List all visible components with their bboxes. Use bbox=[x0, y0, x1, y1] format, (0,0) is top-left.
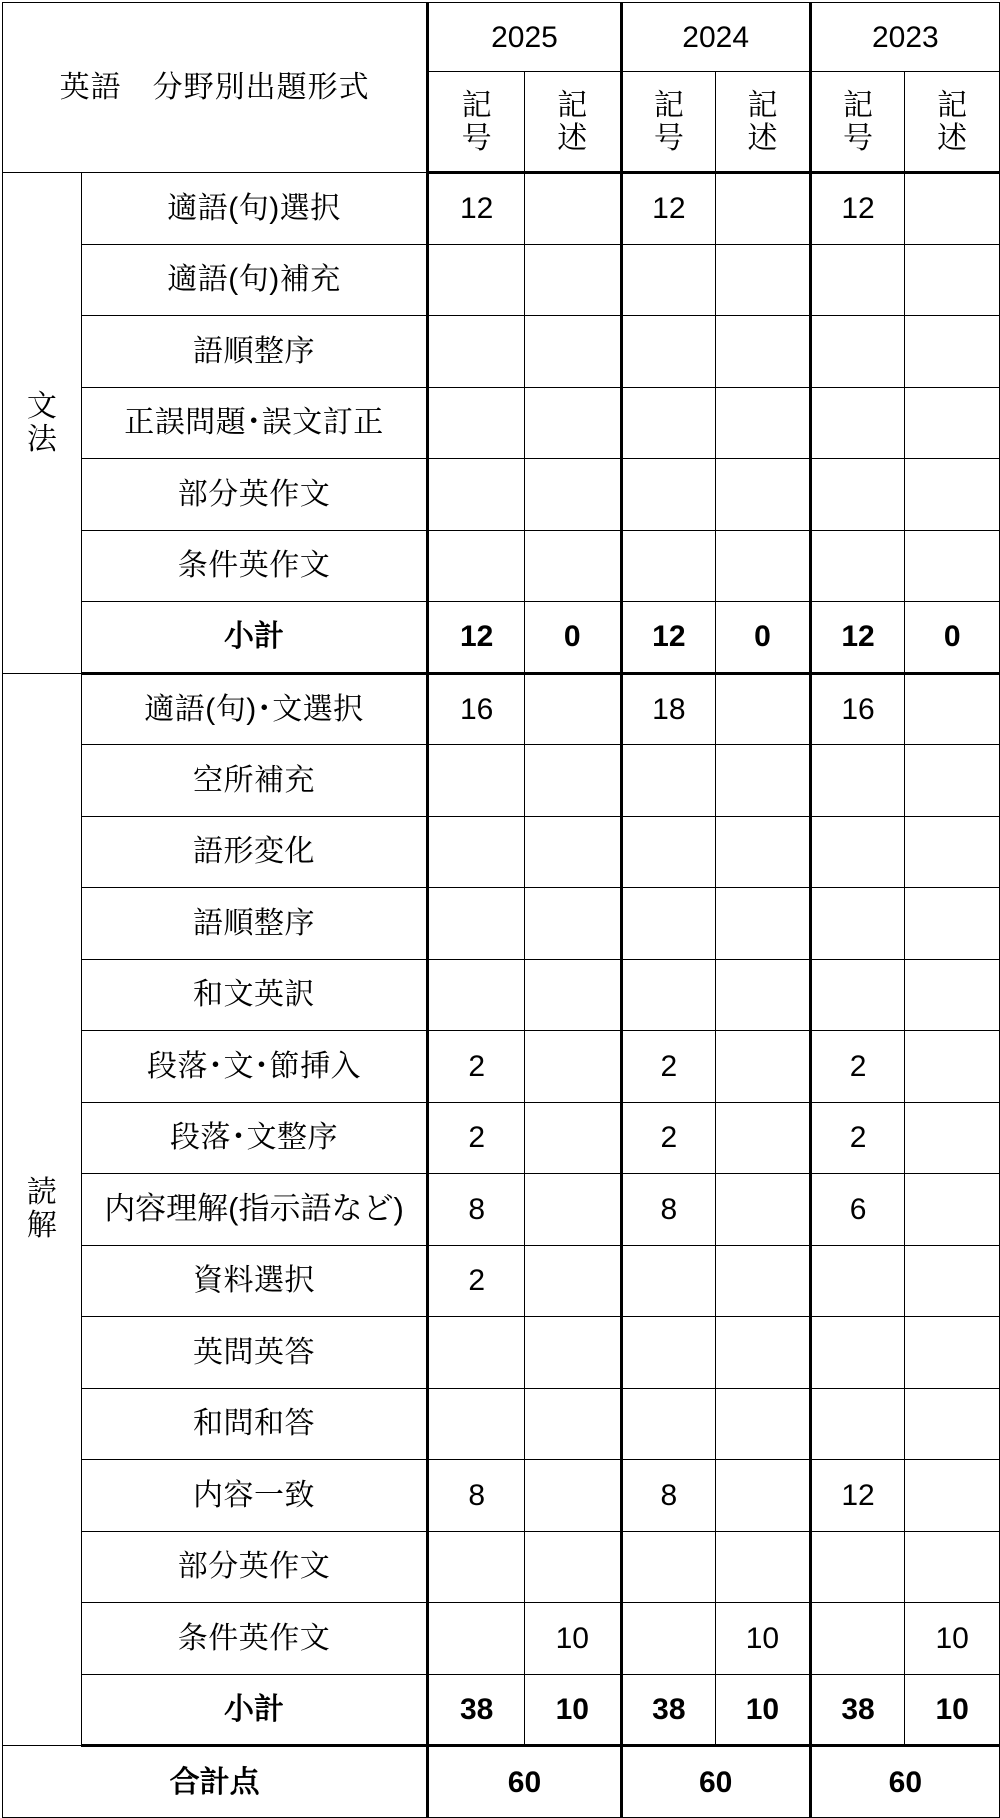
row-label: 適語(句)･文選択 bbox=[81, 673, 428, 745]
value-cell bbox=[428, 1531, 525, 1603]
subtotal-value: 12 bbox=[428, 602, 525, 674]
row-label: 部分英作文 bbox=[81, 1531, 428, 1603]
format-header-kigou: 記 号 bbox=[621, 72, 716, 173]
value-cell bbox=[428, 1317, 525, 1389]
table-row bbox=[3, 173, 1000, 245]
table-row bbox=[3, 888, 1000, 960]
year-header: 2025 bbox=[428, 3, 621, 72]
value-cell bbox=[716, 387, 811, 459]
value-cell bbox=[428, 888, 525, 960]
value-cell bbox=[524, 673, 621, 745]
row-label: 和文英訳 bbox=[81, 959, 428, 1031]
value-cell bbox=[428, 244, 525, 316]
value-cell bbox=[905, 673, 1000, 745]
year-header: 2023 bbox=[810, 3, 999, 72]
value-cell bbox=[810, 1531, 905, 1603]
value-cell bbox=[716, 1102, 811, 1174]
table-row bbox=[3, 1317, 1000, 1389]
format-header-kijutsu: 記 述 bbox=[716, 72, 811, 173]
value-cell bbox=[905, 173, 1000, 245]
value-cell bbox=[905, 459, 1000, 531]
value-cell bbox=[621, 244, 716, 316]
value-cell bbox=[810, 1245, 905, 1317]
table-row bbox=[3, 1531, 1000, 1603]
row-label: 内容一致 bbox=[81, 1460, 428, 1532]
value-cell: 2 bbox=[621, 1031, 716, 1103]
value-cell bbox=[716, 816, 811, 888]
value-cell bbox=[428, 959, 525, 1031]
value-cell: 12 bbox=[428, 173, 525, 245]
value-cell bbox=[621, 816, 716, 888]
row-label: 部分英作文 bbox=[81, 459, 428, 531]
value-cell bbox=[810, 387, 905, 459]
value-cell bbox=[524, 959, 621, 1031]
format-header-kigou: 記 号 bbox=[810, 72, 905, 173]
value-cell bbox=[524, 745, 621, 817]
value-cell: 8 bbox=[621, 1174, 716, 1246]
value-cell bbox=[716, 1245, 811, 1317]
value-cell bbox=[621, 745, 716, 817]
table-row bbox=[3, 244, 1000, 316]
format-header-kijutsu: 記 述 bbox=[905, 72, 1000, 173]
subtotal-row bbox=[3, 602, 1000, 674]
value-cell bbox=[905, 387, 1000, 459]
row-label: 和問和答 bbox=[81, 1388, 428, 1460]
value-cell bbox=[716, 959, 811, 1031]
value-cell bbox=[621, 1603, 716, 1675]
value-cell: 12 bbox=[810, 1460, 905, 1532]
value-cell bbox=[905, 1460, 1000, 1532]
value-cell bbox=[905, 1031, 1000, 1103]
total-label: 合計点 bbox=[3, 1746, 428, 1818]
row-label: 資料選択 bbox=[81, 1245, 428, 1317]
row-label: 条件英作文 bbox=[81, 1603, 428, 1675]
value-cell bbox=[905, 1102, 1000, 1174]
value-cell bbox=[621, 316, 716, 388]
value-cell bbox=[428, 459, 525, 531]
subtotal-value: 12 bbox=[810, 602, 905, 674]
value-cell bbox=[524, 1531, 621, 1603]
value-cell bbox=[716, 1031, 811, 1103]
subtotal-value: 0 bbox=[905, 602, 1000, 674]
value-cell bbox=[428, 530, 525, 602]
value-cell bbox=[810, 530, 905, 602]
value-cell bbox=[621, 888, 716, 960]
value-cell bbox=[621, 1531, 716, 1603]
value-cell bbox=[905, 244, 1000, 316]
value-cell bbox=[716, 1531, 811, 1603]
table-row bbox=[3, 1460, 1000, 1532]
value-cell bbox=[524, 173, 621, 245]
value-cell bbox=[905, 1317, 1000, 1389]
row-label: 適語(句)選択 bbox=[81, 173, 428, 245]
value-cell bbox=[716, 530, 811, 602]
value-cell: 2 bbox=[810, 1031, 905, 1103]
value-cell: 10 bbox=[716, 1603, 811, 1675]
value-cell bbox=[810, 745, 905, 817]
subtotal-value: 38 bbox=[621, 1674, 716, 1746]
value-cell bbox=[905, 816, 1000, 888]
value-cell bbox=[905, 1245, 1000, 1317]
row-label: 英問英答 bbox=[81, 1317, 428, 1389]
value-cell bbox=[621, 959, 716, 1031]
table-row bbox=[3, 745, 1000, 817]
value-cell bbox=[810, 959, 905, 1031]
value-cell bbox=[621, 1317, 716, 1389]
table-row bbox=[3, 1031, 1000, 1103]
value-cell: 10 bbox=[524, 1603, 621, 1675]
row-label: 空所補充 bbox=[81, 745, 428, 817]
value-cell bbox=[428, 316, 525, 388]
value-cell bbox=[716, 459, 811, 531]
row-label: 語形変化 bbox=[81, 816, 428, 888]
subtotal-value: 12 bbox=[621, 602, 716, 674]
section-label: 読 解 bbox=[3, 673, 82, 1746]
value-cell bbox=[428, 816, 525, 888]
value-cell bbox=[428, 387, 525, 459]
value-cell bbox=[716, 1317, 811, 1389]
table-row bbox=[3, 673, 1000, 745]
subtotal-row bbox=[3, 1674, 1000, 1746]
value-cell bbox=[524, 1102, 621, 1174]
value-cell bbox=[524, 1460, 621, 1532]
value-cell bbox=[524, 816, 621, 888]
table-row bbox=[3, 959, 1000, 1031]
table-title: 英語 分野別出題形式 bbox=[3, 3, 428, 173]
value-cell bbox=[905, 888, 1000, 960]
table-row bbox=[3, 530, 1000, 602]
table-row bbox=[3, 1603, 1000, 1675]
subtotal-value: 10 bbox=[524, 1674, 621, 1746]
value-cell bbox=[716, 1460, 811, 1532]
value-cell bbox=[905, 745, 1000, 817]
table-row bbox=[3, 316, 1000, 388]
value-cell bbox=[524, 387, 621, 459]
row-label: 内容理解(指示語など) bbox=[81, 1174, 428, 1246]
subtotal-value: 10 bbox=[716, 1674, 811, 1746]
subtotal-value: 0 bbox=[524, 602, 621, 674]
value-cell bbox=[524, 1031, 621, 1103]
value-cell bbox=[716, 888, 811, 960]
value-cell bbox=[905, 959, 1000, 1031]
value-cell: 8 bbox=[621, 1460, 716, 1532]
value-cell bbox=[428, 1388, 525, 1460]
total-value: 60 bbox=[621, 1746, 810, 1818]
value-cell: 2 bbox=[428, 1245, 525, 1317]
value-cell bbox=[905, 530, 1000, 602]
value-cell bbox=[810, 244, 905, 316]
value-cell: 2 bbox=[428, 1031, 525, 1103]
value-cell: 12 bbox=[810, 173, 905, 245]
table-row bbox=[3, 1174, 1000, 1246]
value-cell bbox=[524, 530, 621, 602]
row-label: 段落･文･節挿入 bbox=[81, 1031, 428, 1103]
value-cell bbox=[810, 316, 905, 388]
value-cell bbox=[905, 316, 1000, 388]
exam-format-table bbox=[2, 2, 1000, 1818]
total-row bbox=[3, 1746, 1000, 1818]
value-cell bbox=[905, 1388, 1000, 1460]
value-cell bbox=[905, 1174, 1000, 1246]
value-cell bbox=[524, 888, 621, 960]
value-cell: 16 bbox=[428, 673, 525, 745]
value-cell bbox=[621, 1388, 716, 1460]
value-cell bbox=[524, 1388, 621, 1460]
value-cell: 18 bbox=[621, 673, 716, 745]
value-cell: 2 bbox=[810, 1102, 905, 1174]
subtotal-value: 38 bbox=[428, 1674, 525, 1746]
value-cell bbox=[716, 1174, 811, 1246]
value-cell bbox=[524, 459, 621, 531]
subtotal-label: 小計 bbox=[81, 602, 428, 674]
value-cell bbox=[716, 316, 811, 388]
row-label: 段落･文整序 bbox=[81, 1102, 428, 1174]
value-cell bbox=[524, 1245, 621, 1317]
table-row bbox=[3, 1245, 1000, 1317]
value-cell bbox=[621, 530, 716, 602]
value-cell bbox=[524, 244, 621, 316]
subtotal-value: 38 bbox=[810, 1674, 905, 1746]
format-header-kigou: 記 号 bbox=[428, 72, 525, 173]
value-cell bbox=[716, 173, 811, 245]
value-cell bbox=[524, 1174, 621, 1246]
row-label: 語順整序 bbox=[81, 888, 428, 960]
subtotal-value: 10 bbox=[905, 1674, 1000, 1746]
value-cell bbox=[810, 1388, 905, 1460]
subtotal-value: 0 bbox=[716, 602, 811, 674]
year-header: 2024 bbox=[621, 3, 810, 72]
value-cell bbox=[428, 745, 525, 817]
value-cell bbox=[716, 745, 811, 817]
value-cell bbox=[905, 1531, 1000, 1603]
value-cell bbox=[524, 316, 621, 388]
value-cell bbox=[621, 1245, 716, 1317]
value-cell bbox=[621, 387, 716, 459]
format-header-kijutsu: 記 述 bbox=[524, 72, 621, 173]
row-label: 語順整序 bbox=[81, 316, 428, 388]
header-row-years bbox=[3, 3, 1000, 72]
value-cell bbox=[810, 1317, 905, 1389]
table-row bbox=[3, 816, 1000, 888]
table-row bbox=[3, 387, 1000, 459]
value-cell: 12 bbox=[621, 173, 716, 245]
value-cell bbox=[716, 1388, 811, 1460]
value-cell: 10 bbox=[905, 1603, 1000, 1675]
value-cell: 2 bbox=[428, 1102, 525, 1174]
row-label: 正誤問題･誤文訂正 bbox=[81, 387, 428, 459]
value-cell: 6 bbox=[810, 1174, 905, 1246]
value-cell bbox=[810, 1603, 905, 1675]
table-row bbox=[3, 459, 1000, 531]
table-row bbox=[3, 1102, 1000, 1174]
value-cell bbox=[716, 673, 811, 745]
value-cell bbox=[810, 459, 905, 531]
value-cell bbox=[524, 1317, 621, 1389]
value-cell bbox=[621, 459, 716, 531]
table-row bbox=[3, 1388, 1000, 1460]
value-cell bbox=[810, 816, 905, 888]
section-label: 文 法 bbox=[3, 173, 82, 674]
value-cell: 2 bbox=[621, 1102, 716, 1174]
value-cell: 8 bbox=[428, 1460, 525, 1532]
value-cell bbox=[428, 1603, 525, 1675]
value-cell bbox=[810, 888, 905, 960]
total-value: 60 bbox=[428, 1746, 621, 1818]
value-cell bbox=[716, 244, 811, 316]
row-label: 適語(句)補充 bbox=[81, 244, 428, 316]
total-value: 60 bbox=[810, 1746, 999, 1818]
row-label: 条件英作文 bbox=[81, 530, 428, 602]
subtotal-label: 小計 bbox=[81, 1674, 428, 1746]
value-cell: 8 bbox=[428, 1174, 525, 1246]
value-cell: 16 bbox=[810, 673, 905, 745]
